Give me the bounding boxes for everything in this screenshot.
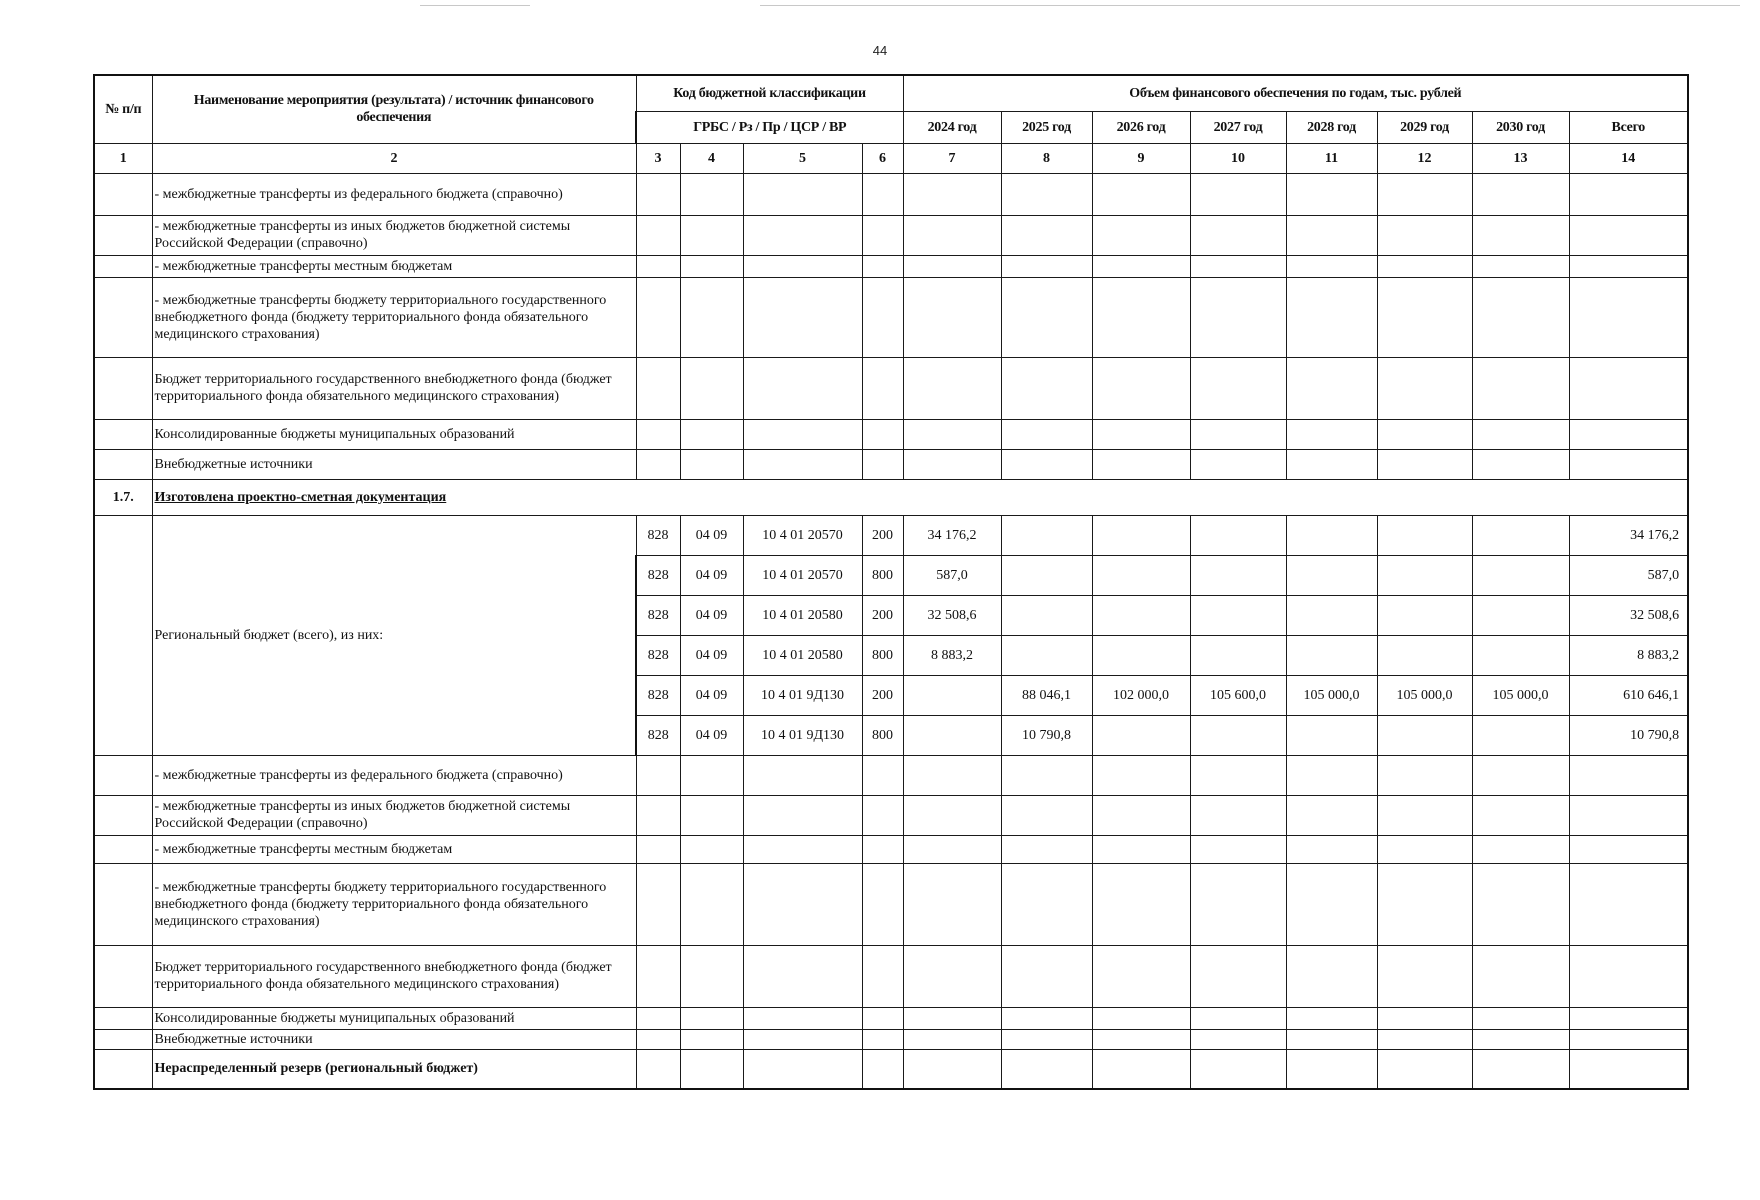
section-number: 1.7. <box>94 479 152 515</box>
cell-2027 <box>1190 595 1286 635</box>
cell-grbs: 828 <box>636 715 680 755</box>
reserve-title: Нераспределенный резерв (региональный бюджет) <box>152 1049 636 1089</box>
cell-2025 <box>1001 595 1092 635</box>
col-index: 1 <box>94 143 152 173</box>
cell-2024: 587,0 <box>903 555 1001 595</box>
header-year: 2024 год <box>903 111 1001 143</box>
cell-csr: 10 4 01 20570 <box>743 555 862 595</box>
cell-2029: 105 000,0 <box>1377 675 1472 715</box>
table-row <box>94 1049 1688 1089</box>
col-index: 14 <box>1569 143 1688 173</box>
cell-2029 <box>1377 595 1472 635</box>
cell-2026 <box>1092 595 1190 635</box>
table-row <box>94 357 1688 419</box>
cell-grbs: 828 <box>636 595 680 635</box>
header-year: 2025 год <box>1001 111 1092 143</box>
table-row <box>94 515 1688 555</box>
header-code-sub: ГРБС / Рз / Пр / ЦСР / ВР <box>636 111 903 143</box>
header-total: Всего <box>1569 111 1688 143</box>
source-name: - межбюджетные трансферты местным бюджетам <box>152 255 636 277</box>
cell-2024: 32 508,6 <box>903 595 1001 635</box>
cell-grbs: 828 <box>636 515 680 555</box>
cell-2030: 105 000,0 <box>1472 675 1569 715</box>
cell-total: 34 176,2 <box>1569 515 1688 555</box>
cell-2028 <box>1286 515 1377 555</box>
source-name: - межбюджетные трансферты местным бюджетам <box>152 835 636 863</box>
cell-vr: 800 <box>862 555 903 595</box>
table-row <box>94 277 1688 357</box>
col-index: 11 <box>1286 143 1377 173</box>
col-index: 2 <box>152 143 636 173</box>
cell-grbs: 828 <box>636 555 680 595</box>
table-row <box>94 863 1688 945</box>
cell-2030 <box>1472 635 1569 675</box>
table-row <box>94 173 1688 215</box>
cell-2025 <box>1001 555 1092 595</box>
header-row-1 <box>94 75 1688 111</box>
cell-grbs: 828 <box>636 675 680 715</box>
cell-2027 <box>1190 635 1286 675</box>
cell-csr: 10 4 01 20580 <box>743 635 862 675</box>
page-number: 44 <box>872 43 888 58</box>
source-name: Консолидированные бюджеты муниципальных образований <box>152 419 636 449</box>
cell-vr: 800 <box>862 715 903 755</box>
cell-2025 <box>1001 635 1092 675</box>
cell-csr: 10 4 01 20570 <box>743 515 862 555</box>
section-title: Изготовлена проектно-сметная документация <box>154 489 447 505</box>
source-name: - межбюджетные трансферты бюджету территориального государственного внебюджетного фонда (бюджету территориального фонда обязательного медицинского страхования) <box>152 277 636 357</box>
source-name: - межбюджетные трансферты из федерального бюджета (справочно) <box>152 755 636 795</box>
cell-2026 <box>1092 515 1190 555</box>
cell-total: 610 646,1 <box>1569 675 1688 715</box>
cell-2028 <box>1286 635 1377 675</box>
cell-rz-pr: 04 09 <box>680 515 743 555</box>
col-index: 12 <box>1377 143 1472 173</box>
cell-grbs: 828 <box>636 635 680 675</box>
cell-2029 <box>1377 555 1472 595</box>
cell-2030 <box>1472 595 1569 635</box>
cell-csr: 10 4 01 20580 <box>743 595 862 635</box>
cell-rz-pr: 04 09 <box>680 595 743 635</box>
header-year: 2026 год <box>1092 111 1190 143</box>
cell-2024: 34 176,2 <box>903 515 1001 555</box>
table-row <box>94 755 1688 795</box>
cell-vr: 800 <box>862 635 903 675</box>
cell-2025: 10 790,8 <box>1001 715 1092 755</box>
cell-2027 <box>1190 555 1286 595</box>
cell-2028 <box>1286 555 1377 595</box>
cell-2027: 105 600,0 <box>1190 675 1286 715</box>
table-row <box>94 835 1688 863</box>
source-name: - межбюджетные трансферты из федерального бюджета (справочно) <box>152 173 636 215</box>
cell-rz-pr: 04 09 <box>680 635 743 675</box>
col-index: 9 <box>1092 143 1190 173</box>
source-name: - межбюджетные трансферты из иных бюджетов бюджетной системы Российской Федерации (справочно) <box>152 795 636 835</box>
cell-2030 <box>1472 715 1569 755</box>
cell-2026 <box>1092 715 1190 755</box>
cell-2025: 88 046,1 <box>1001 675 1092 715</box>
section-row <box>94 479 1688 515</box>
regional-budget-label: Региональный бюджет (всего), из них: <box>152 515 636 755</box>
header-year: 2027 год <box>1190 111 1286 143</box>
table-row <box>94 255 1688 277</box>
col-index: 3 <box>636 143 680 173</box>
cell-2028 <box>1286 595 1377 635</box>
cell-vr: 200 <box>862 515 903 555</box>
cell-2027 <box>1190 515 1286 555</box>
source-name: Внебюджетные источники <box>152 1029 636 1049</box>
cell-rz-pr: 04 09 <box>680 555 743 595</box>
table-row <box>94 215 1688 255</box>
scan-artifact-line <box>760 5 1740 6</box>
cell-vr: 200 <box>862 595 903 635</box>
budget-table <box>93 74 1689 1090</box>
cell-2029 <box>1377 635 1472 675</box>
cell-total: 8 883,2 <box>1569 635 1688 675</box>
cell-vr: 200 <box>862 675 903 715</box>
cell-2030 <box>1472 515 1569 555</box>
cell-2025 <box>1001 515 1092 555</box>
col-index: 8 <box>1001 143 1092 173</box>
header-name: Наименование мероприятия (результата) / источник финансового обеспечения <box>152 75 636 143</box>
header-number: № п/п <box>94 75 152 143</box>
table-row <box>94 795 1688 835</box>
cell-total: 587,0 <box>1569 555 1688 595</box>
cell-2029 <box>1377 715 1472 755</box>
cell-2030 <box>1472 555 1569 595</box>
source-name: Бюджет территориального государственного внебюджетного фонда (бюджет территориального фонда обязательного медицинского страхования) <box>152 357 636 419</box>
header-code: Код бюджетной классификации <box>636 75 903 111</box>
source-name: Внебюджетные источники <box>152 449 636 479</box>
col-index: 4 <box>680 143 743 173</box>
source-name: Бюджет территориального государственного внебюджетного фонда (бюджет территориального фонда обязательного медицинского страхования) <box>152 945 636 1007</box>
header-year: 2028 год <box>1286 111 1377 143</box>
source-name: Консолидированные бюджеты муниципальных образований <box>152 1007 636 1029</box>
table-row <box>94 419 1688 449</box>
col-index: 10 <box>1190 143 1286 173</box>
header-volume: Объем финансового обеспечения по годам, тыс. рублей <box>903 75 1688 111</box>
cell-csr: 10 4 01 9Д130 <box>743 675 862 715</box>
col-index: 7 <box>903 143 1001 173</box>
col-index: 13 <box>1472 143 1569 173</box>
cell-rz-pr: 04 09 <box>680 715 743 755</box>
header-index-row <box>94 143 1688 173</box>
cell-2024 <box>903 715 1001 755</box>
table-row <box>94 1029 1688 1049</box>
cell-2028: 105 000,0 <box>1286 675 1377 715</box>
scan-artifact-line <box>420 5 530 6</box>
cell-csr: 10 4 01 9Д130 <box>743 715 862 755</box>
header-year: 2030 год <box>1472 111 1569 143</box>
header-year: 2029 год <box>1377 111 1472 143</box>
cell-2027 <box>1190 715 1286 755</box>
cell-total: 10 790,8 <box>1569 715 1688 755</box>
source-name: - межбюджетные трансферты бюджету территориального государственного внебюджетного фонда (бюджету территориального фонда обязательного медицинского страхования) <box>152 863 636 945</box>
table-row <box>94 1007 1688 1029</box>
cell-2024: 8 883,2 <box>903 635 1001 675</box>
cell-2026: 102 000,0 <box>1092 675 1190 715</box>
table-row <box>94 449 1688 479</box>
source-name: - межбюджетные трансферты из иных бюджетов бюджетной системы Российской Федерации (справочно) <box>152 215 636 255</box>
col-index: 5 <box>743 143 862 173</box>
cell-2029 <box>1377 515 1472 555</box>
cell-total: 32 508,6 <box>1569 595 1688 635</box>
cell-2028 <box>1286 715 1377 755</box>
col-index: 6 <box>862 143 903 173</box>
cell-2026 <box>1092 555 1190 595</box>
cell-rz-pr: 04 09 <box>680 675 743 715</box>
table-row <box>94 945 1688 1007</box>
cell-2024 <box>903 675 1001 715</box>
cell-2026 <box>1092 635 1190 675</box>
